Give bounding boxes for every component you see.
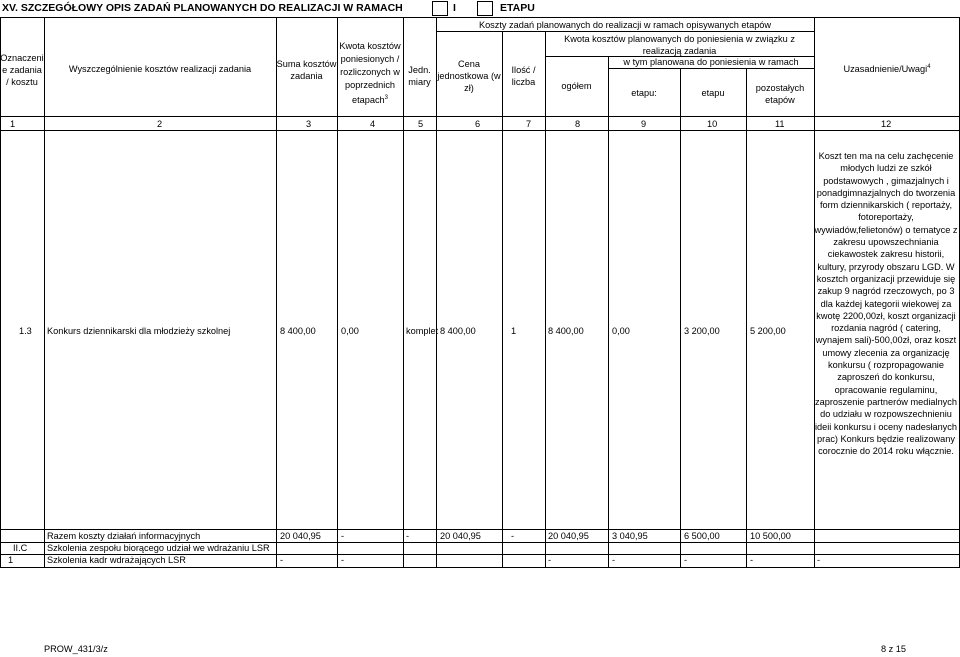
col-num-10: 10 — [707, 119, 718, 129]
col-num-11: 11 — [775, 119, 785, 129]
header-ogolem: ogółem — [561, 81, 592, 91]
stage-checkbox-1[interactable] — [432, 1, 448, 16]
row-1-3-unit: komplet — [406, 326, 439, 336]
row-1-3-ogolem: 8 400,00 — [548, 326, 584, 336]
row-1-3-uzasadnienie: Koszt ten ma na celu zachęcenie młodych ludzi ze szkół podstawowych , gimazjalnych i ponadgimnazjalnych do tworzenia form dziennikarskich ( reportaży, fotoreportaży, wywiadów,felietonów) o tematyce z zakresu upowszechniania ciekawostek zakresu historii, kultury, przyrody obszaru LGD. W kosztch organizacji przewiduje się zakup 9 nagród rzeczowych, po 3 dla każdej kategorii wiekowej za kwotę 2200,00zł, koszt organizacji rozdania nagród ( catering, wynajem sali)-500,00zł, oraz koszt umowy zlecenia za organizację konkursu ( rozpropagowanie zaproszeń do konkursu, opracowanie regulaminu, zaproszenie partnerów medialnych do udziału w rozpowszechnieniu ideii konkursu i oceny nadesłanych prac) Konkurs będzie realizowany corocznie do 2014 roku włącznie. — [814, 151, 958, 457]
header-jedn: Jedn. miary — [408, 65, 431, 87]
row-1-3-suma: 8 400,00 — [280, 326, 316, 336]
row-1-pozostale: - — [750, 555, 754, 565]
stage-checkbox-2[interactable] — [477, 1, 493, 16]
row-1-3-prev: 0,00 — [341, 326, 359, 336]
header-w-tym: w tym planowana do poniesienia w ramach — [623, 57, 799, 67]
header-kwota-planned: Kwota kosztów planowanych do poniesienia w związku z realizacją zadania — [564, 34, 795, 56]
header-wyszczegolnienie: Wyszczególnienie kosztów realizacji zadania — [68, 64, 252, 74]
summary-cena: 20 040,95 — [440, 531, 481, 541]
row-1-3-name: Konkurs dziennikarski dla młodzieży szkolnej — [47, 326, 231, 336]
section-title: XV. SZCZEGÓŁOWY OPIS ZADAŃ PLANOWANYCH DO REALIZACJI W RAMACH — [2, 2, 403, 14]
header-pozostalych: pozostałych etapów — [755, 83, 805, 105]
row-1-prev: - — [341, 555, 345, 565]
col-num-5: 5 — [418, 119, 424, 129]
summary-ogolem: 20 040,95 — [548, 531, 589, 541]
summary-etap1: 3 040,95 — [612, 531, 648, 541]
col-num-9: 9 — [641, 119, 647, 129]
header-ilosc: Ilość / liczba — [511, 65, 536, 87]
col-num-6: 6 — [475, 119, 481, 129]
header-uzasadnienie-text: Uzasadnienie/Uwagi — [843, 64, 928, 75]
stage-checkbox-1-label: I — [453, 2, 456, 14]
header-kwota-prev-etapach: etapach — [351, 95, 385, 106]
col-num-7: 7 — [526, 119, 532, 129]
summary-pozostale: 10 500,00 — [750, 531, 791, 541]
row-1-suma: - — [280, 555, 284, 565]
row-iic-id: II.C — [13, 543, 28, 553]
header-suma: Suma kosztów zadania — [276, 59, 337, 81]
row-1-id: 1 — [8, 555, 14, 565]
header-oznaczenie: Oznaczeni e zadania / kosztu — [0, 53, 44, 87]
row-1-3-ilosc: 1 — [511, 326, 517, 336]
summary-etap2: 6 500,00 — [684, 531, 720, 541]
col-num-2: 2 — [157, 119, 163, 129]
footer-doc-code: PROW_431/3/z — [44, 644, 108, 654]
header-koszty-group: Koszty zadań planowanych do realizacji w ramach opisywanych etapów — [478, 20, 772, 30]
row-1-ogolem: - — [548, 555, 552, 565]
header-etapu-1: etapu: — [631, 88, 657, 98]
row-1-uzasadnienie: - — [817, 555, 821, 565]
summary-unit: - — [406, 531, 410, 541]
header-kwota-prev-text: Kwota kosztów poniesionych / rozliczonych w poprzednich — [339, 41, 401, 90]
col-num-1: 1 — [10, 119, 16, 129]
header-uzasadnienie — [814, 64, 960, 74]
row-1-3-etap1: 0,00 — [612, 326, 630, 336]
row-1-3-pozostale: 5 200,00 — [750, 326, 786, 336]
summary-label: Razem koszty działań informacyjnych — [47, 531, 201, 541]
header-kwota-prev — [337, 40, 403, 107]
header-uzasadnienie-sup: 4 — [927, 64, 931, 70]
summary-prev: - — [341, 531, 345, 541]
row-iic-name: Szkolenia zespołu biorącego udział we wdrażaniu LSR — [47, 543, 270, 553]
col-num-8: 8 — [575, 119, 581, 129]
footer-page-number: 8 z 15 — [881, 644, 907, 654]
row-1-3-id: 1.3 — [19, 326, 32, 336]
summary-suma: 20 040,95 — [280, 531, 321, 541]
header-kwota-prev-sup: 3 — [384, 95, 389, 101]
header-cena: Cena jednostkowa (w zł) — [437, 59, 501, 93]
header-etapu-2: etapu — [701, 88, 725, 98]
summary-ilosc: - — [511, 531, 515, 541]
col-num-4: 4 — [370, 119, 376, 129]
row-1-3-etap2: 3 200,00 — [684, 326, 720, 336]
row-1-name: Szkolenia kadr wdrażających LSR — [47, 555, 186, 565]
col-num-12: 12 — [881, 119, 892, 129]
col-num-3: 3 — [306, 119, 312, 129]
row-1-3-cena: 8 400,00 — [440, 326, 476, 336]
stage-checkbox-2-label: ETAPU — [500, 2, 535, 14]
row-1-etap2: - — [684, 555, 688, 565]
row-1-etap1: - — [612, 555, 616, 565]
